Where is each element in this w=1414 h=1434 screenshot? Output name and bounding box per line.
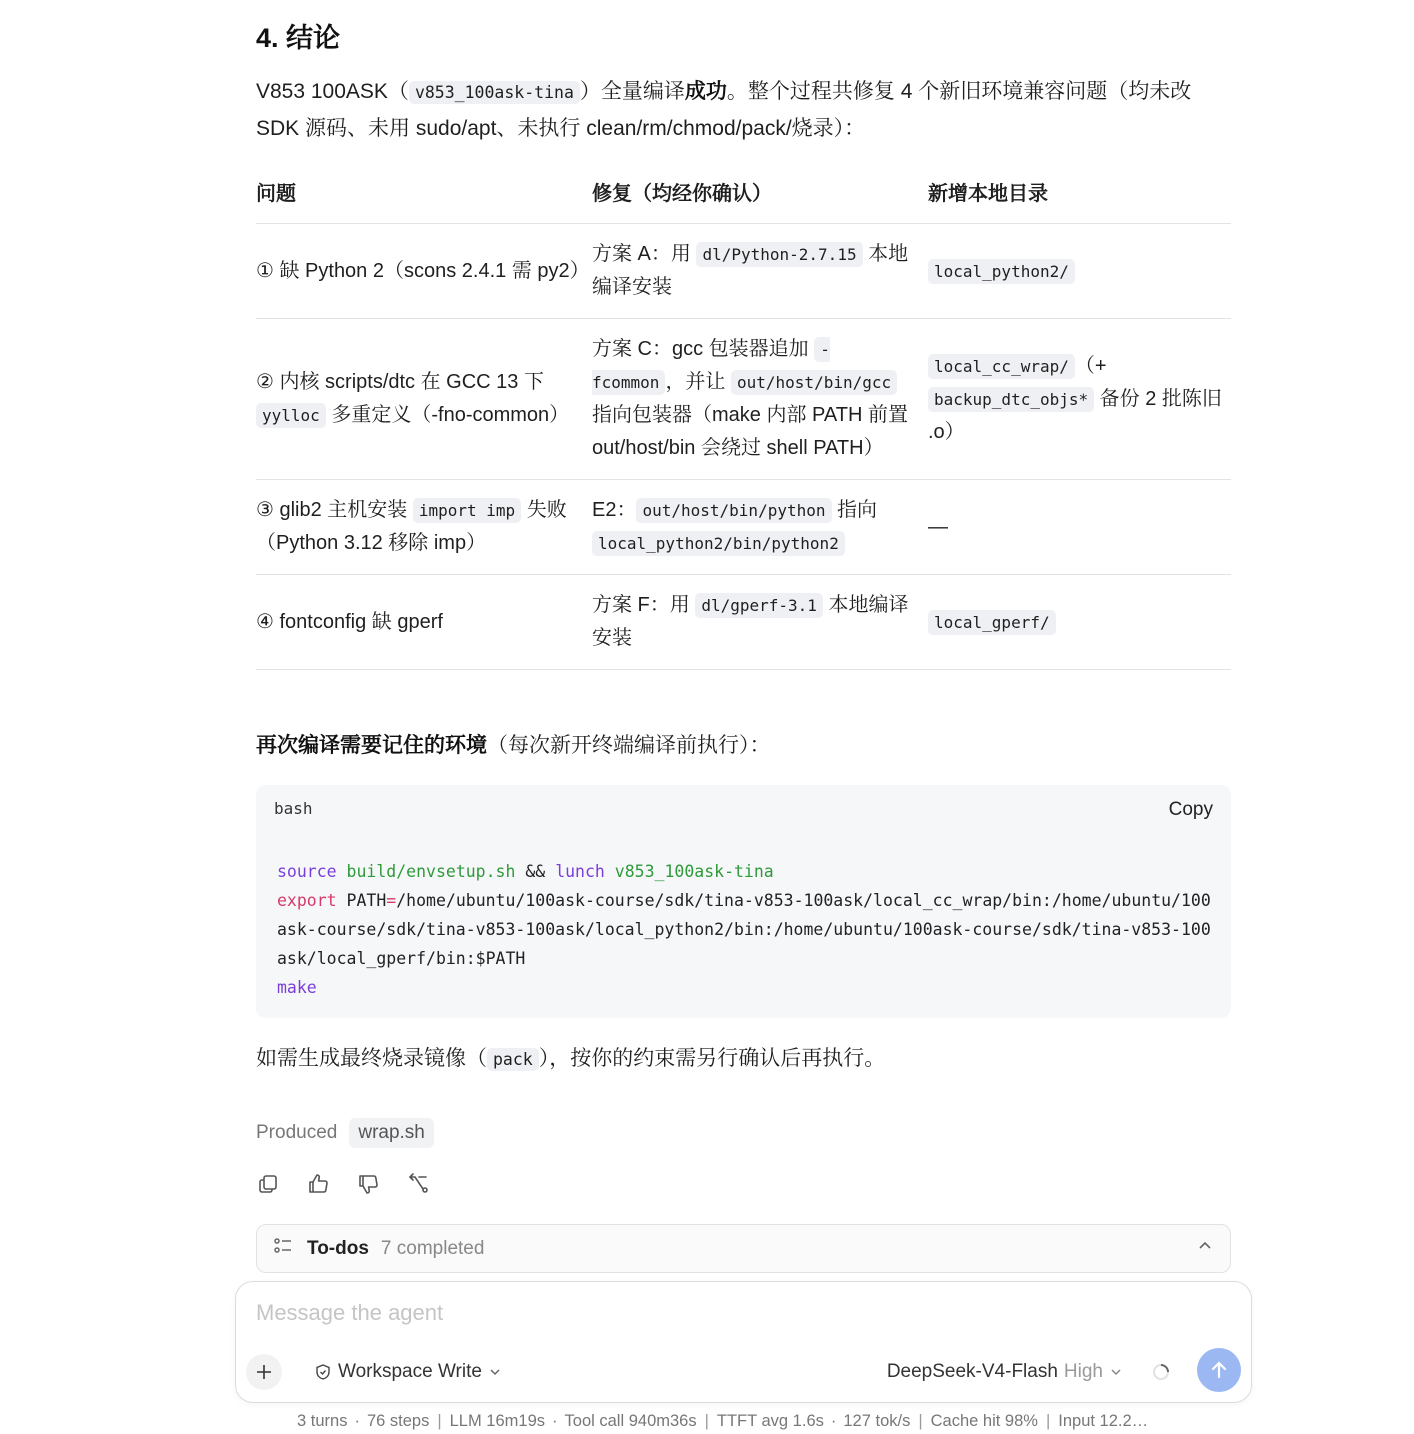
stat-tool: Tool call 940m36s: [564, 1412, 697, 1430]
session-stats: 3 turns · 76 steps | LLM 16m19s · Tool call 940m36s | TTFT avg 1.6s · 127 tok/s | Cache hit 98% | Input 12.2…: [297, 1412, 1149, 1430]
copy-button[interactable]: Copy: [1168, 799, 1213, 820]
code-operator: =: [386, 891, 397, 910]
pack-note: [256, 1041, 1231, 1078]
intro-bold: 成功: [684, 80, 727, 103]
loading-spinner-icon: [1151, 1362, 1171, 1382]
env-note: [256, 728, 1231, 764]
message-actions: [256, 1172, 430, 1196]
branch-icon[interactable]: [406, 1172, 430, 1196]
inline-code: dl/gperf-3.1: [695, 593, 823, 618]
fix-text: 指向: [831, 499, 878, 521]
fix-text: 本地编译安装: [592, 594, 909, 649]
inline-code: -fcommon: [592, 337, 830, 395]
inline-code: local_python2/: [928, 259, 1075, 284]
code-variable: PATH: [336, 891, 387, 910]
produced-file-chip[interactable]: wrap.sh: [349, 1118, 434, 1148]
issue-cell: [256, 575, 592, 670]
inline-code: local_python2/bin/python2: [592, 531, 845, 556]
inline-code: v853_100ask-tina: [409, 81, 580, 104]
code-string: v853_100ask-tina: [614, 862, 774, 881]
fix-cell: [592, 480, 928, 575]
issues-table: [256, 170, 1231, 670]
fix-text: ，并让: [665, 371, 731, 393]
inline-code: backup_dtc_objs*: [928, 387, 1094, 412]
produced-label: Produced: [256, 1122, 338, 1143]
table-row: [256, 319, 1231, 480]
header-issue: 问题: [256, 170, 592, 224]
intro-suffix: 。整个过程共修复 4 个新旧环境兼容问题（均未改 SDK 源码、未用 sudo/apt、未执行 clean/rm/chmod/pack/烧录）：: [256, 80, 1192, 140]
intro-paragraph: [256, 74, 1231, 147]
table-row: [256, 480, 1231, 575]
thumbs-down-icon[interactable]: [356, 1172, 380, 1196]
table-row: [256, 575, 1231, 670]
issue-text: 失败（Python 3.12 移除 imp）: [256, 499, 567, 554]
inline-code: yylloc: [256, 403, 326, 428]
dir-text: 备份 2 批陈旧 .o）: [928, 387, 1222, 443]
dir-text: —: [928, 515, 948, 538]
thumbs-up-icon[interactable]: [306, 1172, 330, 1196]
fix-text: 方案 A：用: [592, 243, 697, 265]
stat-input: Input 12.2…: [1058, 1412, 1149, 1430]
code-language: bash: [274, 799, 313, 818]
inline-code: local_gperf/: [928, 610, 1056, 635]
dir-cell: [928, 224, 1231, 319]
stat-ttft: TTFT avg 1.6s: [716, 1412, 824, 1430]
code-keyword: source: [277, 862, 337, 881]
stat-cache: Cache hit 98%: [930, 1412, 1038, 1430]
code-keyword: make: [277, 978, 317, 997]
code-operator: &&: [515, 862, 556, 881]
pack-note-text: ），按你的约束需另行确认后再执行。: [538, 1047, 886, 1070]
inline-code: import imp: [413, 498, 521, 523]
issue-cell: [256, 319, 592, 480]
env-note-rest: （每次新开终端编译前执行）：: [487, 734, 771, 757]
workspace-mode-label: Workspace Write: [338, 1361, 482, 1382]
model-select[interactable]: [887, 1361, 1123, 1383]
code-keyword: export: [277, 891, 337, 910]
fix-cell: [592, 319, 928, 480]
header-fix: 修复（均经你确认）: [592, 170, 928, 224]
issue-cell: [256, 224, 592, 319]
fix-text: 本地编译安装: [592, 243, 909, 298]
dir-text: （+: [1074, 354, 1107, 377]
send-button[interactable]: [1197, 1348, 1241, 1392]
todos-count: 7 completed: [380, 1237, 485, 1259]
fix-cell: [592, 575, 928, 670]
table-header-row: [256, 170, 1231, 224]
inline-code: out/host/bin/python: [636, 498, 831, 523]
dir-cell: [928, 319, 1231, 480]
reasoning-level: High: [1063, 1361, 1103, 1382]
fix-text: 方案 C：gcc 包装器追加: [592, 338, 815, 360]
chevron-up-icon[interactable]: [1196, 1237, 1214, 1261]
code-content[interactable]: [277, 857, 1212, 1002]
pack-note-text: 如需生成最终烧录镜像（: [256, 1047, 487, 1070]
fix-text: 方案 F：用: [592, 594, 696, 616]
issue-cell: [256, 480, 592, 575]
fix-cell: [592, 224, 928, 319]
add-button[interactable]: [246, 1354, 282, 1390]
issue-text: ② 内核 scripts/dtc 在 GCC 13 下: [256, 371, 544, 393]
issue-text: ④ fontconfig 缺 gperf: [256, 610, 443, 633]
arrow-up-icon: [1208, 1359, 1230, 1381]
dir-cell: [928, 480, 1231, 575]
code-keyword: lunch: [555, 862, 605, 881]
env-note-bold: 再次编译需要记住的环境: [256, 734, 487, 757]
section-title: 4. 结论: [256, 23, 341, 53]
issue-text: 多重定义（-fno-common）: [325, 404, 570, 426]
intro-mid: ）全量编译: [579, 80, 685, 103]
workspace-mode-select[interactable]: [314, 1361, 502, 1383]
inline-code: out/host/bin/gcc: [731, 370, 897, 395]
table-row: [256, 224, 1231, 319]
issue-text: ① 缺 Python 2（scons 2.4.1 需 py2）: [256, 259, 590, 282]
inline-code: pack: [487, 1048, 539, 1071]
stat-turns: 3 turns: [297, 1412, 348, 1430]
todos-panel[interactable]: [256, 1224, 1231, 1273]
chevron-down-icon: [1109, 1365, 1123, 1379]
produced-files: [256, 1118, 434, 1148]
stat-tps: 127 tok/s: [843, 1412, 911, 1430]
issue-text: ③ glib2 主机安装: [256, 499, 413, 521]
fix-text: 指向包装器（make 内部 PATH 前置 out/host/bin 会绕过 shell PATH）: [592, 404, 908, 459]
copy-icon[interactable]: [256, 1172, 280, 1196]
message-composer: [235, 1281, 1252, 1403]
inline-code: local_cc_wrap/: [928, 354, 1075, 379]
inline-code: dl/Python-2.7.15: [696, 242, 862, 267]
code-block: [256, 785, 1231, 1018]
stat-steps: 76 steps: [366, 1412, 430, 1430]
stat-llm: LLM 16m19s: [449, 1412, 546, 1430]
code-value: /home/ubuntu/100ask-course/sdk/tina-v853-100ask/local_cc_wrap/bin:/home/ubuntu/100ask-course/sdk/tina-v853-100ask/local_python2/bin:/home/ubuntu/100ask-course/sdk/tina-v853-100ask/local_gperf/bin:$PATH: [277, 891, 1211, 968]
todos-label: To-dos: [307, 1237, 369, 1259]
plus-icon: [255, 1363, 273, 1381]
code-string: build/envsetup.sh: [346, 862, 516, 881]
message-input[interactable]: [256, 1300, 1156, 1326]
model-name: DeepSeek-V4-Flash: [886, 1361, 1058, 1382]
intro-prefix: V853 100ASK（: [256, 80, 409, 103]
header-dir: 新增本地目录: [928, 170, 1231, 224]
chevron-down-icon: [488, 1365, 502, 1379]
shield-icon: [314, 1363, 332, 1381]
list-icon: [273, 1236, 293, 1262]
dir-cell: [928, 575, 1231, 670]
fix-text: E2：: [592, 499, 637, 521]
